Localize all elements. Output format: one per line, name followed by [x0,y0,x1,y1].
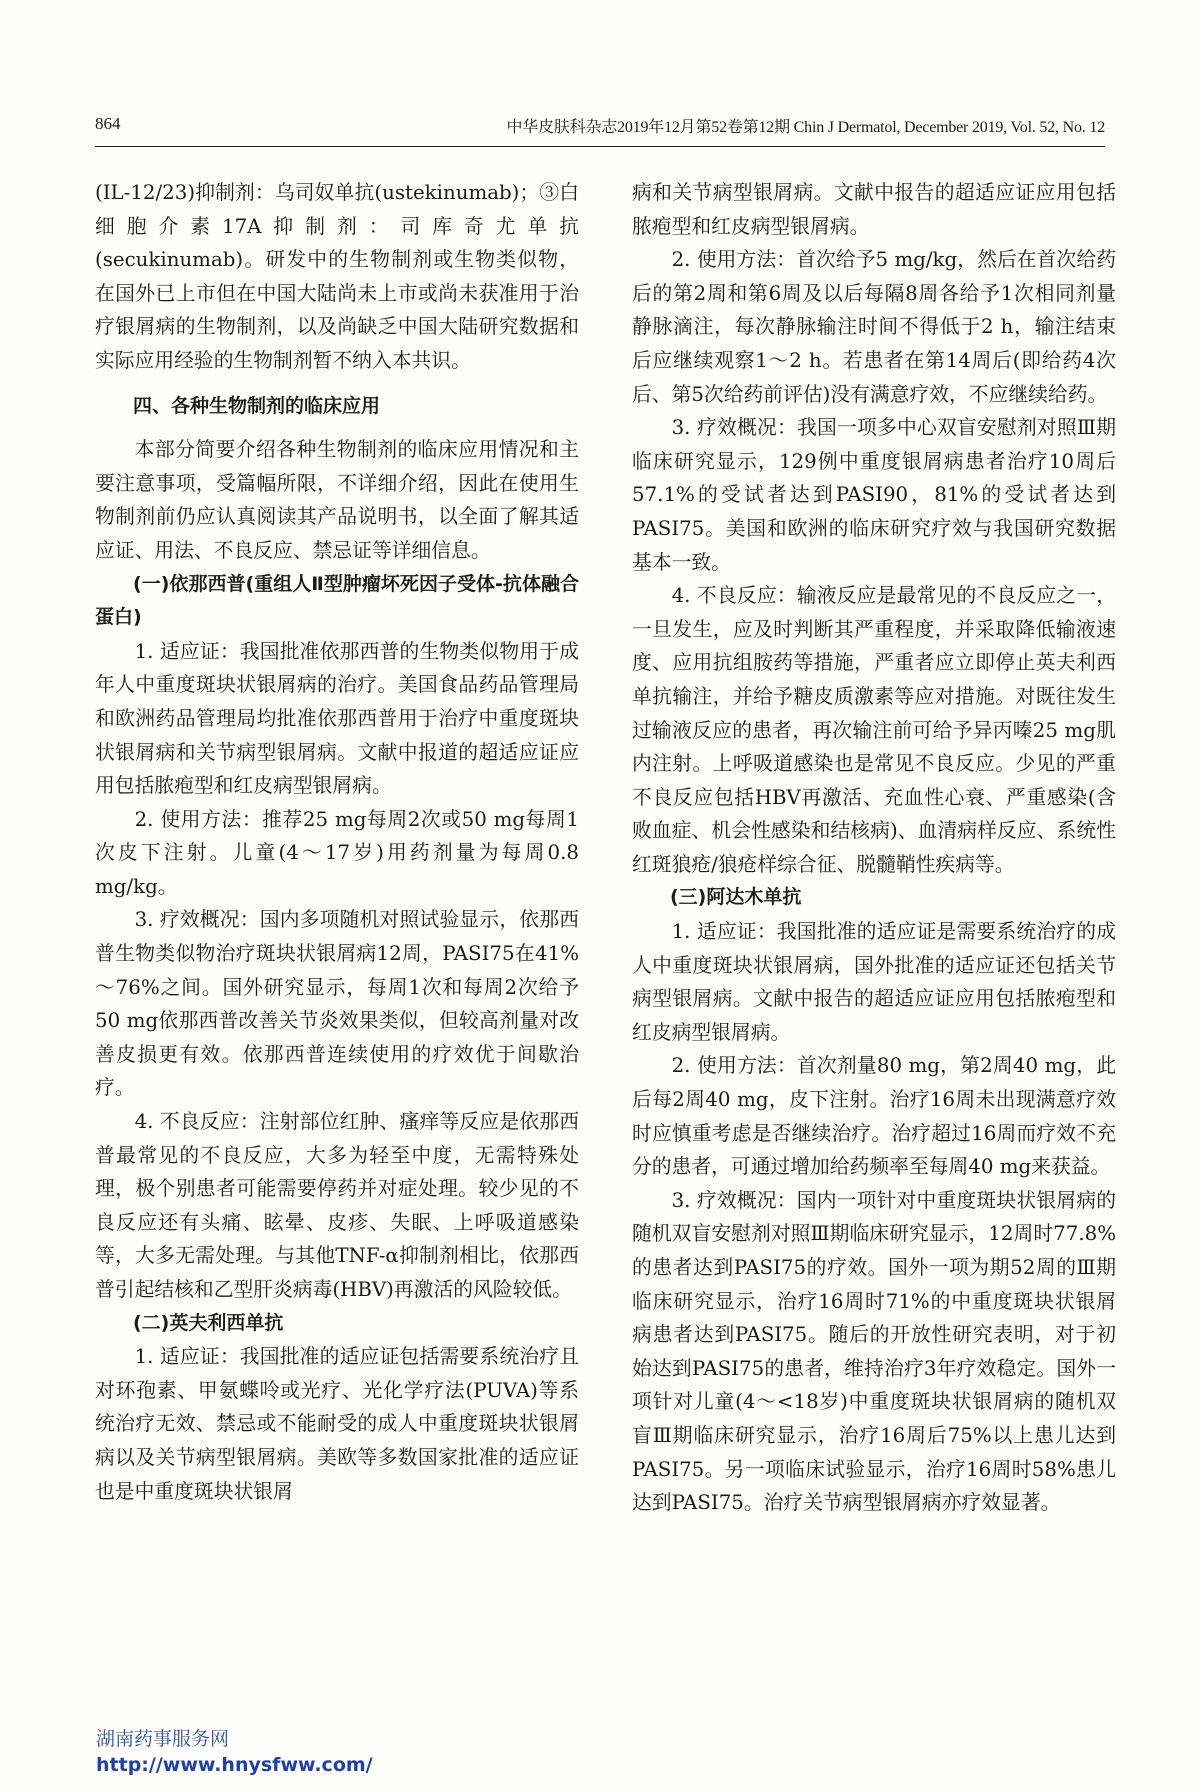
paragraph: 3. 疗效概况：我国一项多中心双盲安慰剂对照Ⅲ期临床研究显示，129例中重度银屑病患者治疗10周后57.1%的受试者达到PASI90，81%的受试者达到PASI75。美国和欧洲的临床研究疗效与我国研究数据基本一致。 [632,416,1116,574]
paragraph: 2. 使用方法：推荐25 mg每周2次或50 mg每周1次皮下注射。儿童(4～17岁)用药剂量为每周0.8 mg/kg。 [95,807,579,898]
paragraph: 1. 适应证：我国批准依那西普的生物类似物用于成年人中重度斑块状银屑病的治疗。美国食品药品管理局和欧洲药品管理局均批准依那西普用于治疗中重度斑块状银屑病和关节病型银屑病。文献中报道的超适应证应用包括脓疱型和红皮病型银屑病。 [95,639,579,798]
subsection-heading: (一)依那西普(重组人Ⅱ型肿瘤坏死因子受体-抗体融合蛋白) [95,572,579,629]
paragraph: 3. 疗效概况：国内一项针对中重度斑块状银屑病的随机双盲安慰剂对照Ⅲ期临床研究显示，12周时77.8%的患者达到PASI75的疗效。国外一项为期52周的Ⅲ期临床研究显示，治疗16周时71%的中重度斑块状银屑病患者达到PASI75。随后的开放性研究表明，对于初始达到PASI75的患者，维持治疗3年疗效稳定。国外一项针对儿童(4～<18岁)中重度斑块状银屑病的随机双盲Ⅲ期临床研究显示，治疗16周后75%以上患儿达到PASI75。另一项临床试验显示，治疗16周时58%患儿达到PASI75。治疗关节病型银屑病亦疗效显著。 [632,1188,1116,1515]
watermark-site-name: 湖南药事服务网 [96,1728,230,1750]
paragraph: 3. 疗效概况：国内多项随机对照试验显示，依那西普生物类似物治疗斑块状银屑病12周，PASI75在41%～76%之间。国外研究显示，每周1次和每周2次给予50 mg依那西普改善关节炎效果类似，但较高剂量对改善皮损更有效。依那西普连续使用的疗效优于间歇治疗。 [95,908,579,1100]
journal-running-title: 中华皮肤科杂志2019年12月第52卷第12期 Chin J Dermatol, December 2019, Vol. 52, No. 12 [506,119,1105,136]
subsection-heading: (二)英夫利西单抗 [133,1311,284,1334]
left-column [95,176,579,1508]
running-header [95,112,1105,147]
paragraph: 本部分简要介绍各种生物制剂的临床应用情况和主要注意事项，受篇幅所限，不详细介绍，因此在使用生物制剂前仍应认真阅读其产品说明书，以全面了解其适应证、用法、不良反应、禁忌证等详细信息。 [95,438,579,562]
section-heading: 四、各种生物制剂的临床应用 [133,394,381,417]
paragraph: 2. 使用方法：首次剂量80 mg，第2周40 mg，此后每2周40 mg，皮下注射。治疗16周未出现满意疗效时应慎重考虑是否继续治疗。治疗超过16周而疗效不充分的患者，可通过增加给药频率至每周40 mg来获益。 [632,1054,1116,1179]
paragraph: 病和关节病型银屑病。文献中报告的超适应证应用包括脓疱型和红皮病型银屑病。 [632,181,1116,238]
watermark-url: http://www.hnysfww.com/ [96,1754,373,1776]
paragraph: 4. 不良反应：输液反应是最常见的不良反应之一，一旦发生，应及时判断其严重程度，并采取降低输液速度、应用抗组胺药等措施，严重者应立即停止英夫利西单抗输注，并给予糖皮质激素等应对措施。对既往发生过输液反应的患者，再次输注前可给予异丙嗪25 mg肌内注射。上呼吸道感染也是常见不良反应。少见的严重不良反应包括HBV再激活、充血性心衰、严重感染(含败血症、机会性感染和结核病)、血清病样反应、系统性红斑狼疮/狼疮样综合征、脱髓鞘性疾病等。 [632,584,1116,876]
paragraph: 1. 适应证：我国批准的适应证包括需要系统治疗且对环孢素、甲氨蝶呤或光疗、光化学疗法(PUVA)等系统治疗无效、禁忌或不能耐受的成人中重度斑块状银屑病以及关节病型银屑病。美欧等多数国家批准的适应证也是中重度斑块状银屑 [95,1345,579,1503]
page-number: 864 [95,114,121,133]
paragraph: 2. 使用方法：首次给予5 mg/kg，然后在首次给药后的第2周和第6周及以后每隔8周各给予1次相同剂量静脉滴注，每次静脉输注时间不得低于2 h，输注结束后应继续观察1～2 h。若患者在第14周后(即给药4次后、第5次给药前评估)没有满意疗效，不应继续给药。 [632,248,1116,406]
watermark [96,1726,373,1778]
paragraph: 4. 不良反应：注射部位红肿、瘙痒等反应是依那西普最常见的不良反应，大多为轻至中度，无需特殊处理，极个别患者可能需要停药并对症处理。较少见的不良反应还有头痛、眩晕、皮疹、失眠、上呼吸道感染等，大多无需处理。与其他TNF-α抑制剂相比，依那西普引起结核和乙型肝炎病毒(HBV)再激活的风险较低。 [95,1110,579,1301]
subsection-heading: (三)阿达木单抗 [670,886,802,909]
right-column [632,176,1116,1520]
paragraph: (IL-12/23)抑制剂：乌司奴单抗(ustekinumab)；③白细胞介素17A抑制剂：司库奇尤单抗(secukinumab)。研发中的生物制剂或生物类似物，在国外已上市但在中国大陆尚未上市或尚未获准用于治疗银屑病的生物制剂，以及尚缺乏中国大陆研究数据和实际应用经验的生物制剂暂不纳入本共识。 [95,181,579,372]
paragraph: 1. 适应证：我国批准的适应证是需要系统治疗的成人中重度斑块状银屑病，国外批准的适应证还包括关节病型银屑病。文献中报告的超适应证应用包括脓疱型和红皮病型银屑病。 [632,920,1116,1044]
